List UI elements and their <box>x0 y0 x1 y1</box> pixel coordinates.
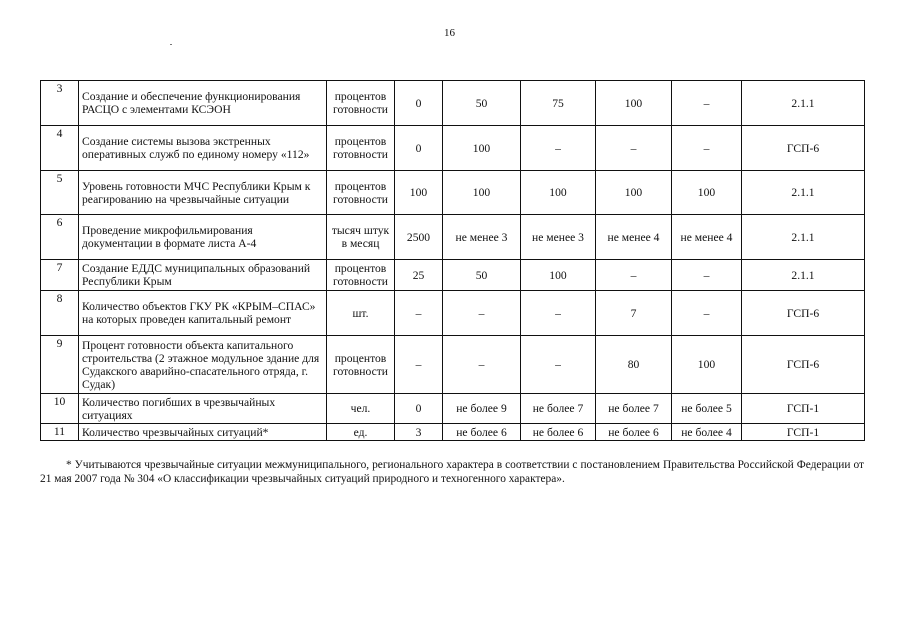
value-4: 100 <box>596 171 672 215</box>
value-5: – <box>672 81 742 126</box>
table-row <box>41 394 865 424</box>
value-4: – <box>596 260 672 291</box>
value-2: 100 <box>443 171 521 215</box>
value-1: 100 <box>395 171 443 215</box>
value-4: 7 <box>596 291 672 336</box>
row-number: 11 <box>41 424 79 441</box>
value-1: 3 <box>395 424 443 441</box>
value-4: не менее 4 <box>596 215 672 260</box>
indicator-name: Создание системы вызова экстренных оперативных служб по единому номеру «112» <box>79 126 327 171</box>
value-2: 50 <box>443 260 521 291</box>
value-2: – <box>443 291 521 336</box>
unit: шт. <box>327 291 395 336</box>
row-number: 6 <box>41 215 79 260</box>
unit: тысяч штук в месяц <box>327 215 395 260</box>
reference: ГСП-6 <box>742 291 865 336</box>
value-5: не более 4 <box>672 424 742 441</box>
value-4: не более 6 <box>596 424 672 441</box>
value-2: 50 <box>443 81 521 126</box>
value-1: 0 <box>395 81 443 126</box>
unit: процентов готовности <box>327 81 395 126</box>
value-5: не более 5 <box>672 394 742 424</box>
value-3: – <box>521 291 596 336</box>
indicator-name: Проведение микрофильмирования документации в формате листа А-4 <box>79 215 327 260</box>
value-5: не менее 4 <box>672 215 742 260</box>
row-number: 7 <box>41 260 79 291</box>
unit: процентов готовности <box>327 126 395 171</box>
indicator-name: Количество погибших в чрезвычайных ситуациях <box>79 394 327 424</box>
unit: чел. <box>327 394 395 424</box>
value-5: – <box>672 291 742 336</box>
table-row <box>41 424 865 441</box>
value-3: – <box>521 336 596 394</box>
value-5: – <box>672 260 742 291</box>
row-number: 3 <box>41 81 79 126</box>
value-5: 100 <box>672 336 742 394</box>
value-2: не менее 3 <box>443 215 521 260</box>
indicator-name: Процент готовности объекта капитального строительства (2 этажное модульное здание для Судакского аварийно-спасательного отряда, г. Судак) <box>79 336 327 394</box>
value-2: не более 9 <box>443 394 521 424</box>
row-number: 5 <box>41 171 79 215</box>
reference: 2.1.1 <box>742 81 865 126</box>
value-2: 100 <box>443 126 521 171</box>
value-1: 25 <box>395 260 443 291</box>
value-5: – <box>672 126 742 171</box>
unit: процентов готовности <box>327 336 395 394</box>
value-3: 75 <box>521 81 596 126</box>
value-1: – <box>395 336 443 394</box>
indicator-name: Создание и обеспечение функционирования РАСЦО с элементами КСЭОН <box>79 81 327 126</box>
reference: 2.1.1 <box>742 215 865 260</box>
reference: ГСП-6 <box>742 336 865 394</box>
table-row <box>41 171 865 215</box>
value-3: 100 <box>521 260 596 291</box>
row-number: 10 <box>41 394 79 424</box>
page-number: 16 <box>444 27 455 39</box>
unit: ед. <box>327 424 395 441</box>
table-row <box>41 260 865 291</box>
reference: 2.1.1 <box>742 171 865 215</box>
value-4: 80 <box>596 336 672 394</box>
indicator-name: Создание ЕДДС муниципальных образований Республики Крым <box>79 260 327 291</box>
value-1: 0 <box>395 394 443 424</box>
unit: процентов готовности <box>327 260 395 291</box>
value-3: 100 <box>521 171 596 215</box>
value-3: не более 6 <box>521 424 596 441</box>
value-2: не более 6 <box>443 424 521 441</box>
value-5: 100 <box>672 171 742 215</box>
row-number: 8 <box>41 291 79 336</box>
value-1: 0 <box>395 126 443 171</box>
value-1: – <box>395 291 443 336</box>
value-4: не более 7 <box>596 394 672 424</box>
reference: ГСП-1 <box>742 394 865 424</box>
reference: ГСП-1 <box>742 424 865 441</box>
row-number: 4 <box>41 126 79 171</box>
table-row <box>41 215 865 260</box>
table-row <box>41 336 865 394</box>
value-1: 2500 <box>395 215 443 260</box>
indicators-table <box>40 80 865 441</box>
reference: 2.1.1 <box>742 260 865 291</box>
value-4: – <box>596 126 672 171</box>
indicator-name: Количество объектов ГКУ РК «КРЫМ–СПАС» на которых проведен капитальный ремонт <box>79 291 327 336</box>
table-row <box>41 291 865 336</box>
value-4: 100 <box>596 81 672 126</box>
scan-speck <box>170 44 172 45</box>
table-row <box>41 126 865 171</box>
value-2: – <box>443 336 521 394</box>
indicator-name: Количество чрезвычайных ситуаций* <box>79 424 327 441</box>
value-3: – <box>521 126 596 171</box>
row-number: 9 <box>41 336 79 394</box>
indicator-name: Уровень готовности МЧС Республики Крым к реагированию на чрезвычайные ситуации <box>79 171 327 215</box>
table-row <box>41 81 865 126</box>
unit: процентов готовности <box>327 171 395 215</box>
reference: ГСП-6 <box>742 126 865 171</box>
value-3: не менее 3 <box>521 215 596 260</box>
value-3: не более 7 <box>521 394 596 424</box>
footnote: * Учитываются чрезвычайные ситуации межмуниципального, регионального характера в соответствии с постановлением Правительства Российской Федерации от 21 мая 2007 года № 304 «О классификации чрезвычайных ситуаций природного и техногенного характера». <box>40 459 864 485</box>
